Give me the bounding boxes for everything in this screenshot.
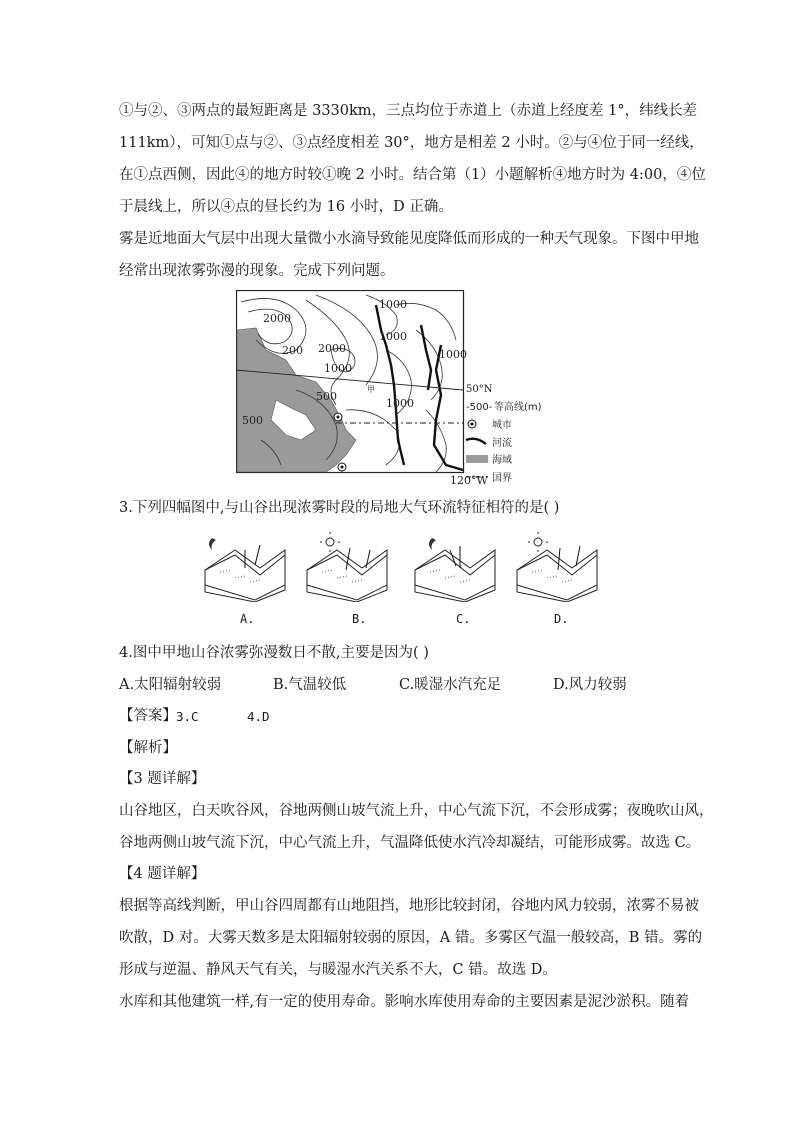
legend-contour-symbol: -500- [466, 402, 493, 413]
paragraph1-line4: 于晨线上，所以④点的昼长约为 16 小时，D 正确。 [119, 199, 453, 215]
option-c-label: C. [456, 612, 471, 626]
map-legend [466, 400, 542, 484]
contour-label: 1000 [324, 362, 352, 375]
question-4: 4.图中甲地山谷浓雾弥漫数日不散,主要是因为( ) [119, 645, 429, 661]
q3-detail-line2: 谷地两侧山坡气流下沉，中心气流上升，气温降低使水汽冷却凝结，可能形成雾。故选 C。 [119, 835, 701, 851]
sun-icon [534, 538, 542, 546]
contour-label: 500 [242, 414, 263, 427]
question-3: 3.下列四幅图中,与山谷出现浓雾时段的局地大气环流特征相符的是( ) [119, 500, 560, 516]
contour-label: 2000 [318, 342, 346, 355]
option-c-diagram [410, 530, 502, 602]
option-a-diagram [200, 530, 292, 602]
legend-river-text: 河流 [492, 438, 512, 449]
paragraph1-line3: 在①点西侧，因此④的地方时较①晚 2 小时。结合第（1）小题解析④地方时为 4:00，④位 [119, 167, 706, 183]
q4-detail-line2: 吹散，D 对。大雾天数多是太阳辐射较弱的原因，A 错。多雾区气温一般较高，B 错。雾的 [119, 930, 703, 946]
moon-icon [209, 538, 216, 550]
option-a-label: A. [240, 612, 255, 626]
legend-river-icon [466, 439, 486, 444]
answer-4: 4.D [247, 709, 270, 724]
q4-detail-line3: 形成与逆温、静风天气有关，与暖湿水汽关系不大，C 错。故选 D。 [119, 962, 557, 978]
contour-label: 200 [282, 344, 303, 357]
place-label: 甲 [367, 385, 375, 394]
sun-icon [326, 538, 334, 546]
closing-line: 水库和其他建筑一样,有一定的使用寿命。影响水库使用寿命的主要因素是泥沙淤积。随着 [119, 994, 690, 1010]
paragraph1-line2: 111km），可知①点与②、③点经度相差 30°，地方是相差 2 小时。②与④位于同一经线， [119, 135, 704, 151]
intro-line2: 经常出现浓雾弥漫的现象。完成下列问题。 [119, 263, 395, 279]
q4-option-c: C.暖湿水汽充足 [399, 677, 502, 693]
analysis-label: 【解析】 [119, 740, 177, 756]
legend-sea-text: 海域 [492, 455, 512, 466]
contour-label: 1000 [439, 348, 467, 361]
answer-label: 【答案】 [119, 708, 177, 724]
legend-border-text: 国界 [492, 473, 512, 484]
q4-detail-label: 【4 题详解】 [119, 866, 206, 882]
legend-city-text: 城市 [492, 420, 512, 431]
contour-label: 1000 [386, 397, 414, 410]
intro-line1: 雾是近地面大气层中出现大量微小水滴导致能见度降低而形成的一种天气现象。下图中甲地 [119, 231, 699, 247]
option-d-diagram [512, 530, 604, 602]
answer-3: 3.C [176, 709, 199, 724]
option-d-label: D. [554, 612, 569, 626]
paragraph1-line1: ①与②、③两点的最短距离是 3330km，三点均位于赤道上（赤道上经度差 1°，纬线长差 [119, 103, 698, 119]
contour-label: 2000 [263, 312, 291, 325]
contour-label: 1000 [379, 298, 407, 311]
q4-option-b: B.气温较低 [273, 677, 347, 693]
q4-option-a: A.太阳辐射较弱 [119, 677, 222, 693]
q4-detail-line1: 根据等高线判断，甲山谷四周都有山地阻挡，地形比较封闭，谷地内风力较弱，浓雾不易被 [119, 898, 699, 914]
contour-map [236, 290, 546, 486]
contour-label: 500 [316, 390, 337, 403]
longitude-label: 120°W [450, 474, 488, 486]
contour-label: 1000 [379, 330, 407, 343]
option-b-label: B. [352, 612, 367, 626]
legend-contour-text: 等高线(m) [494, 402, 542, 413]
legend-sea-icon [466, 455, 488, 463]
moon-icon [429, 538, 436, 550]
q3-detail-label: 【3 题详解】 [119, 771, 206, 787]
q3-detail-line1: 山谷地区，白天吹谷风，谷地两侧山坡气流上升，中心气流下沉，不会形成雾；夜晚吹山风， [119, 803, 714, 819]
latitude-label: 50°N [466, 384, 493, 395]
option-b-diagram [302, 530, 394, 602]
q4-option-d: D.风力较弱 [553, 677, 627, 693]
